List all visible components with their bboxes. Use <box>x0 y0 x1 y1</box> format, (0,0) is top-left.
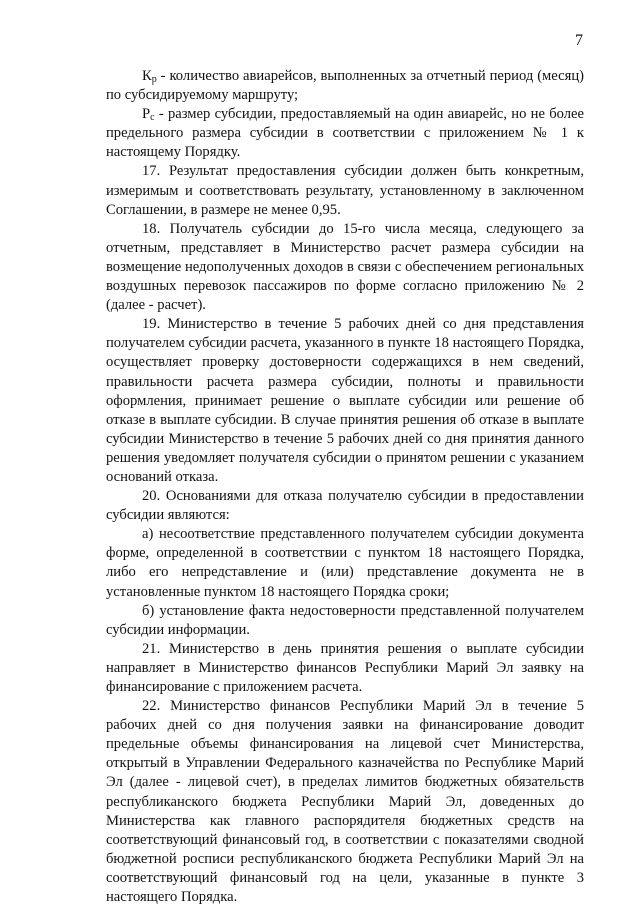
paragraph-20: 20. Основаниями для отказа получателю субсидии в предоставлении субсидии являются: <box>106 488 584 524</box>
symbol-kr: К <box>142 68 152 84</box>
symbol-rc-subscript: с <box>150 112 155 124</box>
paragraph-kr <box>106 67 584 105</box>
paragraph-20a: а) несоответствие представленного получателем субсидии документа форме, определенной в соответствии с пунктом 18 настоящего Порядка, либо его непредставление и (или) представление документа не в установленные пунктом 18 настоящего Порядка сроки; <box>106 526 584 600</box>
symbol-rc: Р <box>142 106 151 123</box>
page-number: 7 <box>575 32 583 49</box>
symbol-kr-subscript: р <box>151 74 157 85</box>
paragraph-rc <box>106 105 584 162</box>
paragraph-17: 17. Результат предоставления субсидии должен быть конкретным, измеримым и соответствовать результату, установленному в заключенном Соглашении, в размере не менее 0,95. <box>106 163 584 218</box>
paragraph-kr-text: - количество авиарейсов, выполненных за отчетный период (месяц) по субсидируемому маршруту; <box>106 68 584 104</box>
paragraph-21: 21. Министерство в день принятия решения о выплате субсидии направляет в Министерство финансов Республики Марий Эл заявку на финансирование с приложением расчета. <box>106 640 584 695</box>
paragraph-22: 22. Министерство финансов Республики Марий Эл в течение 5 рабочих дней со дня получения заявки на финансирование доводит предельные объемы финансирования на лицевой счет Министерства, открытый в Управлении Федерального казначейства по Республике Марий Эл (далее - лицевой счет), в пределах лимитов бюджетных обязательств республиканского бюджета Республики Марий Эл, доведенных до Министерства как главного распорядителя бюджетных средств на соответствующий финансовый год, в соответствии с показателями сводной бюджетной росписи республиканского бюджета Республики Марий Эл на соответствующий финансовый год на цели, указанные в пункте 3 настоящего Порядка. <box>106 698 584 906</box>
paragraph-20b: б) установление факта недостоверности представленной получателем субсидии информации. <box>106 602 584 638</box>
paragraph-19: 19. Министерство в течение 5 рабочих дней со дня представления получателем субсидии расчета, указанного в пункте 18 настоящего Порядка, осуществляет проверку достоверности содержащихся в нем сведений, правильности расчета размера субсидии, полноты и правильности оформления, принимает решение о выплате субсидии или решение об отказе в выплате субсидии. В случае принятия решения об отказе в выплате субсидии Министерство в течение 5 рабочих дней со дня принятия данного решения уведомляет получателя субсидии о принятом решении с указанием оснований отказа. <box>106 316 584 485</box>
paragraph-18: 18. Получатель субсидии до 15-го числа месяца, следующего за отчетным, представляет в Министерство расчет размера субсидии на возмещение недополученных доходов в связи с обеспечением региональных воздушных перевозок пассажиров по форме согласно приложению № 2 (далее - расчет). <box>106 220 584 314</box>
paragraph-rc-text: - размер субсидии, предоставляемый на один авиарейс, но не более предельного размера субсидии в соответствии с приложением № 1 к настоящему Порядку. <box>106 106 584 161</box>
document-body <box>106 67 584 907</box>
